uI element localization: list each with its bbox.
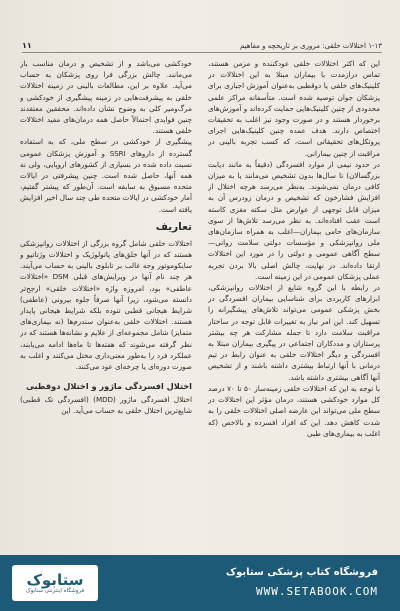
setabook-logo[interactable] <box>12 565 98 601</box>
page-number: ۱۱ <box>22 41 32 50</box>
logo-caption: فروشگاه اینترنتی ستابوک <box>25 588 85 594</box>
paragraph: در رابطه با این گروه شایع از اختلالات روانپزشکی، ابزارهای کاربردی برای شناسایی بیماران افسردگی در بخش پزشکی عمومی می‌تواند تلاش‌های پیشگیرانه را تسهیل کند. این امر نیاز به تغییرات قابل توجه در ساختار مراقبت سلامت دارد تا جمله مشارکت هر چه بیشتر پرستاران و مددکاران اجتماعی در پیگیری بیماران مبتلا به افسردگی و دیگر اختلالات خلقی به عنوان رابط در تیم درمانی با آنها ارتباط بیشتری داشته باشند و از تشخیص آنها آگاهی بیشتری داشته باشد. <box>208 283 380 382</box>
left-column <box>20 58 192 570</box>
shop-title: فروشگاه کتاب پزشکی ستابوک <box>225 567 378 578</box>
logo-wordmark: ستابوک <box>26 571 84 589</box>
shop-url-link[interactable]: WWW.SETABOOK.COM <box>256 585 378 598</box>
paragraph: اختلال افسردگی ماژور (MDD) (افسردگی تک قطبی) شایع‌ترین اختلال خلقی به حساب می‌آید. این <box>20 395 192 416</box>
paragraph: این که اکثر اختلالات خلقی عودکننده و مزمن هستند، تماس درازمدت با بیماران مبتلا به این اختلالات در کلینیک‌های خلقی یا دوقطبی به‌عنوان آموزش اجباری برای پزشکان جوان توصیه شده است. متأسفانه مراکز علمی محدودی از چنین کلینیک‌هایی حمایت کرده‌اند و آموزش‌های برخوردار هستند و در صورت وجود نیز اغلب به تحقیقات اختصاص دارند. هدف عمده چنین کلینیک‌هایی اجرای پروتکل‌های تحقیقاتی است، که کسب تجربه بالینی در مراقبت از چنین بیمارانی. <box>208 59 380 158</box>
chapter-title: ۱-۱۳ اختلالات خلقی: مروری بر تاریخچه و مفاهیم <box>239 42 382 50</box>
section-heading: تعاریف <box>155 220 192 233</box>
paragraph: اختلالات خلقی شامل گروه بزرگی از اختلالات روانپزشکی هستند که در آنها خلق‌های پاتولوژیک و اختلالات وژتاتیو و سایکوموتور وجه غالب بر تابلوی بالینی به حساب می‌آیند. هر چند نام آنها در ویرایش‌های قبلی DSM «اختلالات عاطفی» بود، امروزه واژه «اختلالات خلقی» ارجح‌تر دانسته می‌شود، زیرا آنها صرفاً جلوه بیرونی (عاطفی) شرایط هیجانی قطبی تنوده بلکه شرایط هیجانی پایدار هستند. اختلالات خلقی به‌عنوان سندرم‌ها (نه بیماری‌های متمایز) شامل مجموعه‌ای از علایم و نشانه‌ها هستند که در نظر گرفته می‌شوند که هفته‌ها تا ماه‌ها ادامه می‌یابند، عملکرد فرد را به‌طور معنی‌داری مختل می‌کنند و اغلب به صورت دوره‌ای یا چرخه‌ای عود می‌کنند. <box>20 238 192 372</box>
running-header <box>22 38 382 53</box>
paragraph: پیشگیری از خودکشی در سطح ملی، که به استفاده گسترده از داروهای SSRI و آموزش پزشکان عمومی نسبت داده شده در بسیاری از کشورهای اروپایی، ولی نه همه آنها، حاصل شده است. چنین پیشرفتی در ایالات متحده مسبوق به سابقه است. آن‌طور که پیشتر گفتیم، آمار خودکشی در ایالات متحده طی چند سال اخیر افزایش یافته است. <box>20 137 192 214</box>
right-column <box>208 58 380 570</box>
paragraph: خودکشی می‌باشد و از تشخیص و درمان مناسب باز می‌مانند. چالش بزرگی فرا روی پزشکان به حساب می‌آید. علاوه بر این، مطالعات بالینی در زمینه اختلالات خلقی به پیشرفت‌هایی در زمینه پیشگیری از خودکشی و مرگ‌ومیر کلی به وضوح نشان داده‌اند. محققین معتقدند چنین فوایدی احتمالاً حاصل همه درمان‌های مفید اختلالات خلقی هستند. <box>20 59 192 136</box>
paragraph: با توجه به این که اختلالات خلقی زمینه‌ساز ۵۰ تا ۷۰ درصد کل موارد خودکشی هستند، درمان مؤثر این اختلالات در سطح ملی می‌تواند این عارضه اصلی اختلالات خلقی را به شدت کاهش دهد. این که افراد افسرده و بالاخص (که اغلب به بیماری‌های طبی <box>208 383 380 438</box>
paragraph: در حدود نیمی از موارد افسردگی (دقیقاً به مانند دیابت بزرگسالان) تا سال‌ها بدون تشخیص می‌مانند یا به میزان کافی درمان نمی‌شوند. به‌نظر می‌رسد هرچه اختلال از افزایش فشارخون که تشخیص و درمان زودرس آن به میزان قابل توجهی از عوارض مثل سکته مغزی کاسته است عقب افتاده‌اند. به نظر می‌رسد تلاش‌ها از سوی سازمان‌های حامی بیماران—اغلب به همراه سازمان‌های ملی روانپزشکی و مؤسسات دولتی سلامت روانی— سطح آگاهی عمومی و دولتی را در مورد این اختلالات ارتقا داده‌اند. در نهایت، چالش اصلی بالا بردن تجربه عملی پزشکان عمومی در این زمینه است. <box>208 159 380 281</box>
store-banner <box>0 555 400 611</box>
subsection-heading: اختلال افسردگی ماژور و اختلال دوقطبی <box>26 381 192 392</box>
